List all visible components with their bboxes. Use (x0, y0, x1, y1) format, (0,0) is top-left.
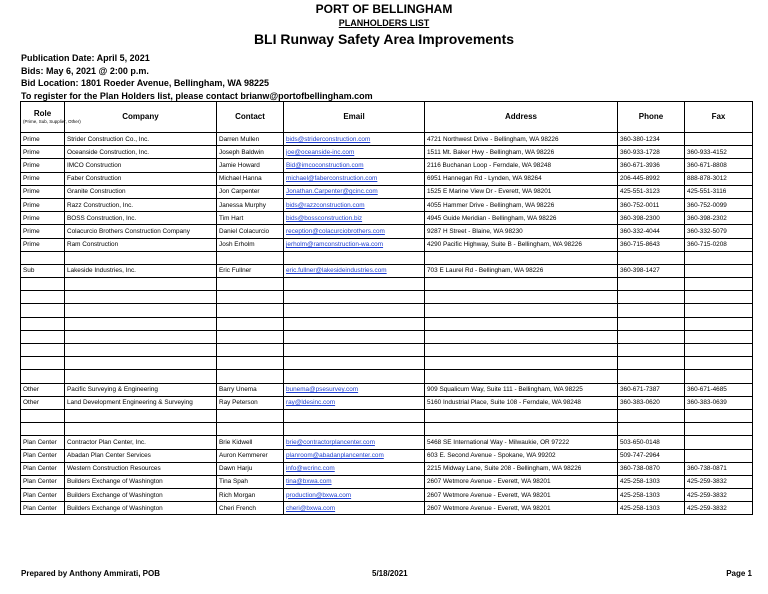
cell-company: Abadan Plan Center Services (65, 449, 217, 462)
cell-role (21, 423, 65, 436)
cell-fax (685, 278, 753, 291)
prepared-by: Prepared by Anthony Ammirati, POB (21, 569, 160, 578)
cell-role (21, 330, 65, 343)
cell-fax (685, 330, 753, 343)
cell-role: Plan Center (21, 436, 65, 449)
cell-company: Granite Construction (65, 185, 217, 198)
col-company: Company (65, 102, 217, 133)
cell-email[interactable]: tina@bxwa.com (284, 475, 425, 488)
cell-email[interactable]: jerholm@ramconstruction-wa.com (284, 238, 425, 251)
cell-address: 4290 Pacific Highway, Suite B - Bellingham, WA 98226 (425, 238, 618, 251)
footer-date: 5/18/2021 (372, 569, 408, 578)
cell-company (65, 304, 217, 317)
cell-email[interactable]: planroom@abadanplancenter.com (284, 449, 425, 462)
cell-contact: Jon Carpenter (217, 185, 284, 198)
col-role-label: Role (33, 109, 52, 119)
cell-phone (618, 304, 685, 317)
col-phone: Phone (618, 102, 685, 133)
cell-fax (685, 264, 753, 277)
cell-email[interactable]: bunema@psesurvey.com (284, 383, 425, 396)
cell-contact: Dawn Harju (217, 462, 284, 475)
cell-email[interactable]: michael@faberconstruction.com (284, 172, 425, 185)
cell-email[interactable]: reception@colacurciobrothers.com (284, 225, 425, 238)
project-title: BLI Runway Safety Area Improvements (253, 31, 515, 47)
cell-email (284, 344, 425, 357)
cell-contact (217, 330, 284, 343)
cell-company (65, 344, 217, 357)
cell-address: 2607 Wetmore Avenue - Everett, WA 98201 (425, 502, 618, 515)
table-row (21, 489, 753, 502)
cell-company: Western Construction Resources (65, 462, 217, 475)
cell-company (65, 330, 217, 343)
cell-role (21, 317, 65, 330)
table-row (21, 475, 753, 488)
cell-address: 5160 Industrial Place, Suite 108 - Ferndale, WA 98248 (425, 396, 618, 409)
cell-phone: 360-380-1234 (618, 133, 685, 146)
cell-fax (685, 370, 753, 383)
cell-address: 909 Squalicum Way, Suite 111 - Bellingham, WA 98225 (425, 383, 618, 396)
cell-fax: 425-259-3832 (685, 489, 753, 502)
cell-fax: 425-259-3832 (685, 502, 753, 515)
table-row (21, 304, 753, 317)
table-row (21, 409, 753, 422)
cell-phone (618, 357, 685, 370)
cell-contact (217, 317, 284, 330)
cell-fax: 888-878-3012 (685, 172, 753, 185)
cell-address: 603 E. Second Avenue - Spokane, WA 99202 (425, 449, 618, 462)
cell-email[interactable]: cheri@bxwa.com (284, 502, 425, 515)
cell-fax (685, 409, 753, 422)
cell-phone (618, 291, 685, 304)
cell-phone: 425-258-1303 (618, 489, 685, 502)
cell-fax (685, 251, 753, 264)
cell-contact (217, 423, 284, 436)
cell-contact: Joseph Baldwin (217, 146, 284, 159)
cell-email (284, 278, 425, 291)
publication-date: Publication Date: April 5, 2021 (21, 53, 150, 63)
cell-fax: 360-332-5079 (685, 225, 753, 238)
cell-role: Prime (21, 146, 65, 159)
cell-company: Ram Construction (65, 238, 217, 251)
table-row (21, 185, 753, 198)
cell-fax: 360-671-8808 (685, 159, 753, 172)
cell-company: Colacurcio Brothers Construction Company (65, 225, 217, 238)
cell-role (21, 357, 65, 370)
cell-role (21, 370, 65, 383)
cell-email (284, 357, 425, 370)
cell-contact: Brie Kidwell (217, 436, 284, 449)
cell-address: 2607 Wetmore Avenue - Everett, WA 98201 (425, 475, 618, 488)
cell-fax (685, 304, 753, 317)
cell-phone (618, 409, 685, 422)
table-row (21, 502, 753, 515)
cell-company (65, 278, 217, 291)
table-row (21, 462, 753, 475)
cell-phone: 425-258-1303 (618, 475, 685, 488)
cell-role: Prime (21, 133, 65, 146)
cell-role (21, 304, 65, 317)
cell-fax: 360-671-4685 (685, 383, 753, 396)
cell-phone: 509-747-2964 (618, 449, 685, 462)
cell-address: 2116 Buchanan Loop - Ferndale, WA 98248 (425, 159, 618, 172)
cell-role: Sub (21, 264, 65, 277)
cell-role: Prime (21, 212, 65, 225)
cell-fax (685, 423, 753, 436)
cell-fax (685, 449, 753, 462)
cell-role (21, 344, 65, 357)
table-row (21, 133, 753, 146)
cell-contact: Rich Morgan (217, 489, 284, 502)
cell-contact (217, 357, 284, 370)
table-row (21, 370, 753, 383)
cell-contact (217, 291, 284, 304)
cell-role: Other (21, 383, 65, 396)
table-row (21, 396, 753, 409)
cell-contact: Daniel Colacurcio (217, 225, 284, 238)
cell-contact: Barry Unema (217, 383, 284, 396)
cell-company: Land Development Engineering & Surveying (65, 396, 217, 409)
col-role-sub: (Prime, Sub, Supplier, Other) (23, 119, 81, 125)
cell-email[interactable]: bids@bossconstruction.biz (284, 212, 425, 225)
cell-contact: Darren Mullen (217, 133, 284, 146)
cell-fax: 360-715-0208 (685, 238, 753, 251)
cell-email[interactable]: ray@ldesinc.com (284, 396, 425, 409)
table-header-row (21, 102, 753, 133)
cell-company (65, 409, 217, 422)
bid-info (21, 52, 373, 102)
cell-role: Prime (21, 159, 65, 172)
cell-role: Prime (21, 198, 65, 211)
cell-email[interactable]: info@wcrinc.com (284, 462, 425, 475)
cell-address: 2607 Wetmore Avenue - Everett, WA 98201 (425, 489, 618, 502)
col-contact: Contact (217, 102, 284, 133)
cell-phone: 425-258-1303 (618, 502, 685, 515)
planholders-table (20, 101, 753, 515)
cell-fax (685, 317, 753, 330)
table-row (21, 383, 753, 396)
cell-contact: Eric Fullner (217, 264, 284, 277)
table-row (21, 198, 753, 211)
cell-role: Other (21, 396, 65, 409)
cell-company (65, 423, 217, 436)
bid-date: Bids: May 6, 2021 @ 2:00 p.m. (21, 65, 149, 76)
cell-role: Prime (21, 185, 65, 198)
cell-address: 1511 Mt. Baker Hwy - Bellingham, WA 98226 (425, 146, 618, 159)
col-fax: Fax (685, 102, 753, 133)
cell-role: Prime (21, 225, 65, 238)
cell-email (284, 291, 425, 304)
table-row (21, 291, 753, 304)
cell-company (65, 251, 217, 264)
org-name: PORT OF BELLINGHAM (315, 2, 453, 16)
cell-contact (217, 344, 284, 357)
cell-email (284, 370, 425, 383)
cell-role: Plan Center (21, 475, 65, 488)
bid-location: Bid Location: 1801 Roeder Avenue, Bellingham, WA 98225 (21, 78, 270, 88)
cell-role (21, 278, 65, 291)
table-row (21, 172, 753, 185)
cell-address: 4055 Hammer Drive - Bellingham, WA 98226 (425, 198, 618, 211)
cell-company: Builders Exchange of Washington (65, 502, 217, 515)
cell-phone (618, 278, 685, 291)
cell-email (284, 317, 425, 330)
cell-phone: 360-933-1728 (618, 146, 685, 159)
cell-contact (217, 304, 284, 317)
cell-fax: 360-738-0871 (685, 462, 753, 475)
cell-fax (685, 357, 753, 370)
table-body (21, 133, 753, 515)
cell-phone: 360-332-4044 (618, 225, 685, 238)
cell-phone: 360-752-0011 (618, 198, 685, 211)
col-address: Address (425, 102, 618, 133)
table-row (21, 344, 753, 357)
table-row (21, 212, 753, 225)
cell-role: Prime (21, 172, 65, 185)
cell-email[interactable]: joe@oceanside-inc.com (284, 146, 425, 159)
cell-contact: Josh Erholm (217, 238, 284, 251)
cell-phone: 360-398-1427 (618, 264, 685, 277)
cell-address (425, 370, 618, 383)
cell-company: Builders Exchange of Washington (65, 489, 217, 502)
cell-contact (217, 370, 284, 383)
cell-company: IMCO Construction (65, 159, 217, 172)
table-row (21, 225, 753, 238)
cell-company (65, 357, 217, 370)
cell-company: Builders Exchange of Washington (65, 475, 217, 488)
table-row (21, 159, 753, 172)
cell-email (284, 304, 425, 317)
cell-email[interactable]: production@bxwa.com (284, 489, 425, 502)
cell-role (21, 409, 65, 422)
cell-email[interactable]: bids@razzconstruction.com (284, 198, 425, 211)
cell-phone: 503-650-0148 (618, 436, 685, 449)
cell-address (425, 409, 618, 422)
cell-fax (685, 344, 753, 357)
cell-company: Pacific Surveying & Engineering (65, 383, 217, 396)
cell-address (425, 304, 618, 317)
cell-contact: Jamie Howard (217, 159, 284, 172)
cell-email[interactable]: bids@striderconstruction.com (284, 133, 425, 146)
cell-email (284, 423, 425, 436)
cell-fax: 360-933-4152 (685, 146, 753, 159)
cell-phone: 360-383-0620 (618, 396, 685, 409)
table-row (21, 436, 753, 449)
cell-fax (685, 291, 753, 304)
cell-contact: Janessa Murphy (217, 198, 284, 211)
cell-company: Strider Construction Co., Inc. (65, 133, 217, 146)
cell-role: Plan Center (21, 462, 65, 475)
cell-company: Oceanside Construction, Inc. (65, 146, 217, 159)
cell-role (21, 251, 65, 264)
cell-role: Plan Center (21, 489, 65, 502)
cell-email[interactable]: Jonathan.Carpenter@gcinc.com (284, 185, 425, 198)
cell-company (65, 370, 217, 383)
cell-company: Lakeside Industries, Inc. (65, 264, 217, 277)
table-row (21, 251, 753, 264)
register-note: To register for the Plan Holders list, please contact brianw@portofbellingham.com (21, 90, 373, 101)
cell-company: BOSS Construction, Inc. (65, 212, 217, 225)
cell-phone: 425-551-3123 (618, 185, 685, 198)
cell-contact (217, 278, 284, 291)
cell-email (284, 251, 425, 264)
cell-role (21, 291, 65, 304)
cell-contact (217, 409, 284, 422)
cell-address (425, 278, 618, 291)
cell-address: 5468 SE International Way - Milwaukie, OR 97222 (425, 436, 618, 449)
cell-fax: 360-752-0099 (685, 198, 753, 211)
table-row (21, 449, 753, 462)
cell-company (65, 317, 217, 330)
table-row (21, 317, 753, 330)
cell-phone (618, 370, 685, 383)
cell-email (284, 330, 425, 343)
cell-address: 703 E Laurel Rd - Bellingham, WA 98226 (425, 264, 618, 277)
cell-role: Plan Center (21, 502, 65, 515)
cell-address: 4945 Guide Meridian - Bellingham, WA 98226 (425, 212, 618, 225)
cell-contact (217, 251, 284, 264)
cell-phone: 360-398-2300 (618, 212, 685, 225)
cell-phone (618, 344, 685, 357)
table-row (21, 278, 753, 291)
cell-fax: 360-383-0639 (685, 396, 753, 409)
cell-address: 6951 Hannegan Rd - Lynden, WA 98264 (425, 172, 618, 185)
cell-email[interactable]: brie@contractorplancenter.com (284, 436, 425, 449)
cell-address (425, 251, 618, 264)
cell-contact: Ray Peterson (217, 396, 284, 409)
cell-contact: Tim Hart (217, 212, 284, 225)
cell-company: Contractor Plan Center, Inc. (65, 436, 217, 449)
cell-address: 4721 Northwest Drive - Bellingham, WA 98226 (425, 133, 618, 146)
cell-contact: Cheri French (217, 502, 284, 515)
cell-phone: 360-671-7387 (618, 383, 685, 396)
cell-address (425, 423, 618, 436)
cell-fax (685, 436, 753, 449)
table-row (21, 357, 753, 370)
col-email: Email (284, 102, 425, 133)
cell-fax: 425-259-3832 (685, 475, 753, 488)
cell-fax (685, 133, 753, 146)
cell-company: Razz Construction, Inc. (65, 198, 217, 211)
cell-company (65, 291, 217, 304)
cell-address (425, 344, 618, 357)
cell-address (425, 291, 618, 304)
cell-email[interactable]: eric.fullner@lakesideindustries.com (284, 264, 425, 277)
cell-address: 1525 E Marine View Dr - Everett, WA 98201 (425, 185, 618, 198)
page-number: Page 1 (726, 569, 752, 578)
cell-phone: 360-715-8643 (618, 238, 685, 251)
cell-address (425, 357, 618, 370)
cell-contact: Auron Kemmerer (217, 449, 284, 462)
cell-phone (618, 251, 685, 264)
cell-fax: 425-551-3116 (685, 185, 753, 198)
list-title: PLANHOLDERS LIST (338, 18, 430, 28)
cell-phone: 360-671-3936 (618, 159, 685, 172)
cell-email (284, 409, 425, 422)
cell-phone (618, 317, 685, 330)
cell-contact: Michael Hanna (217, 172, 284, 185)
cell-role: Plan Center (21, 449, 65, 462)
table-row (21, 264, 753, 277)
cell-role: Prime (21, 238, 65, 251)
cell-phone (618, 423, 685, 436)
cell-phone: 206-445-8992 (618, 172, 685, 185)
cell-address (425, 330, 618, 343)
cell-address: 9287 H Street - Blaine, WA 98230 (425, 225, 618, 238)
cell-phone: 360-738-0870 (618, 462, 685, 475)
cell-email[interactable]: Bid@imcoconstruction.com (284, 159, 425, 172)
col-role (21, 102, 81, 133)
table-row (21, 146, 753, 159)
table-row (21, 238, 753, 251)
cell-contact: Tina Spah (217, 475, 284, 488)
cell-fax: 360-398-2302 (685, 212, 753, 225)
cell-phone (618, 330, 685, 343)
table-row (21, 423, 753, 436)
cell-address (425, 317, 618, 330)
cell-address: 2215 Midway Lane, Suite 208 - Bellingham, WA 98226 (425, 462, 618, 475)
cell-company: Faber Construction (65, 172, 217, 185)
table-row (21, 330, 753, 343)
